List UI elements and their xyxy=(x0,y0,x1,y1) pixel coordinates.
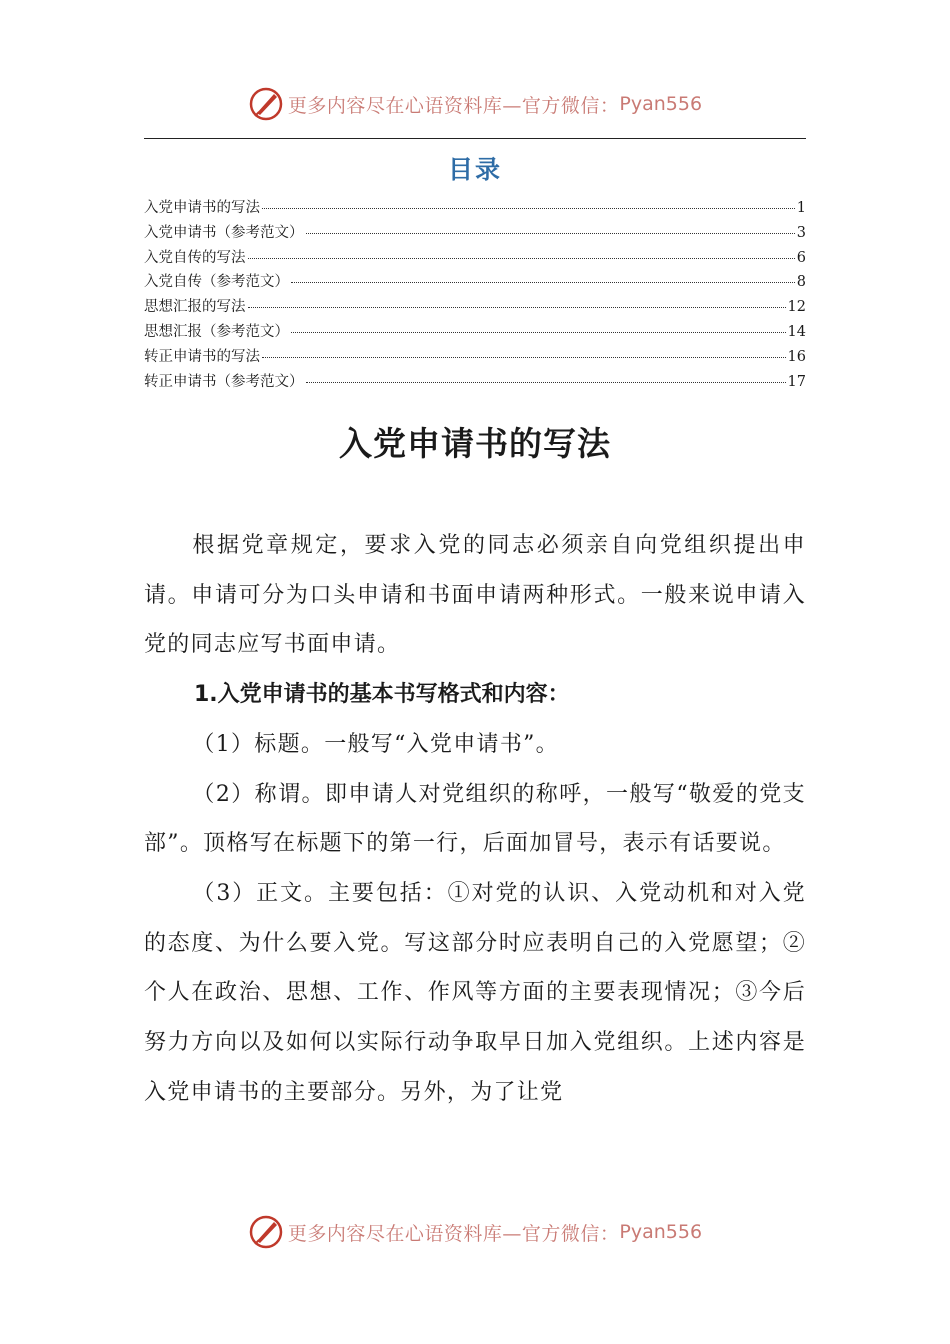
section-heading: 1.入党申请书的基本书写格式和内容： xyxy=(194,682,570,708)
toc-entry[interactable] xyxy=(144,295,806,320)
footer-banner xyxy=(0,1212,950,1252)
banner-text: 更多内容尽在心语资料库—官方微信： xyxy=(287,1222,620,1245)
item-body-paragraph: （3）正文。主要包括：①对党的认识、入党动机和对入党的态度、为什么要入党。写这部分时应表明自己的入党愿望；②个人在政治、思想、工作、作风等方面的主要表现情况；③今后努力方向以及如何以实际行动争取早日加入党组织。上述内容是入党申请书的主要部分。另外，为了让党 xyxy=(144,880,806,1105)
toc-leader xyxy=(291,332,786,333)
toc-leader xyxy=(262,208,795,209)
banner-wechat-id: Pyan556 xyxy=(619,93,703,115)
toc-entry-label: 转正申请书（参考范文） xyxy=(144,373,304,390)
toc-entry[interactable] xyxy=(144,345,806,370)
table-of-contents xyxy=(144,196,806,394)
toc-leader xyxy=(262,357,786,358)
toc-entry-page: 1 xyxy=(796,200,806,216)
quill-logo-icon xyxy=(248,1214,284,1250)
toc-entry-page: 16 xyxy=(787,348,806,365)
toc-entry-label: 入党自传（参考范文） xyxy=(144,274,289,291)
toc-entry-label: 转正申请书的写法 xyxy=(144,348,260,365)
toc-leader xyxy=(248,258,795,259)
item-salutation-paragraph: （2）称谓。即申请人对党组织的称呼，一般写“敬爱的党支部”。顶格写在标题下的第一行，后面加冒号，表示有话要说。 xyxy=(144,781,806,857)
toc-entry-label: 入党申请书的写法 xyxy=(144,200,260,216)
article-body xyxy=(144,521,806,1117)
toc-entry[interactable] xyxy=(144,221,806,246)
banner-text: 更多内容尽在心语资料库—官方微信： xyxy=(287,94,620,117)
header-rule xyxy=(144,138,806,139)
toc-entry[interactable] xyxy=(144,370,806,395)
header-banner xyxy=(0,84,950,124)
toc-entry-label: 思想汇报的写法 xyxy=(144,299,246,316)
toc-entry-page: 14 xyxy=(787,323,806,340)
toc-entry-page: 3 xyxy=(796,224,806,241)
toc-leader xyxy=(306,382,786,383)
toc-entry-label: 入党申请书（参考范文） xyxy=(144,224,304,241)
toc-entry-label: 思想汇报（参考范文） xyxy=(144,323,289,340)
toc-entry-label: 入党自传的写法 xyxy=(144,249,246,266)
toc-entry[interactable] xyxy=(144,246,806,271)
intro-paragraph: 根据党章规定，要求入党的同志必须亲自向党组织提出申请。申请可分为口头申请和书面申请两种形式。一般来说申请入党的同志应写书面申请。 xyxy=(144,533,806,658)
item-title-paragraph: （1）标题。一般写“入党申请书”。 xyxy=(192,731,559,757)
toc-entry[interactable] xyxy=(144,270,806,295)
toc-title: 目录 xyxy=(447,155,502,184)
toc-entry-page: 6 xyxy=(796,249,806,266)
article-title: 入党申请书的写法 xyxy=(339,424,611,463)
toc-leader xyxy=(306,233,795,234)
toc-entry-page: 12 xyxy=(787,299,806,316)
toc-entry[interactable] xyxy=(144,320,806,345)
toc-entry-page: 17 xyxy=(787,373,806,390)
toc-leader xyxy=(291,282,795,283)
toc-entry-page: 8 xyxy=(796,274,806,291)
toc-entry[interactable] xyxy=(144,196,806,221)
toc-leader xyxy=(248,307,786,308)
banner-wechat-id: Pyan556 xyxy=(619,1221,703,1243)
quill-logo-icon xyxy=(248,86,284,122)
